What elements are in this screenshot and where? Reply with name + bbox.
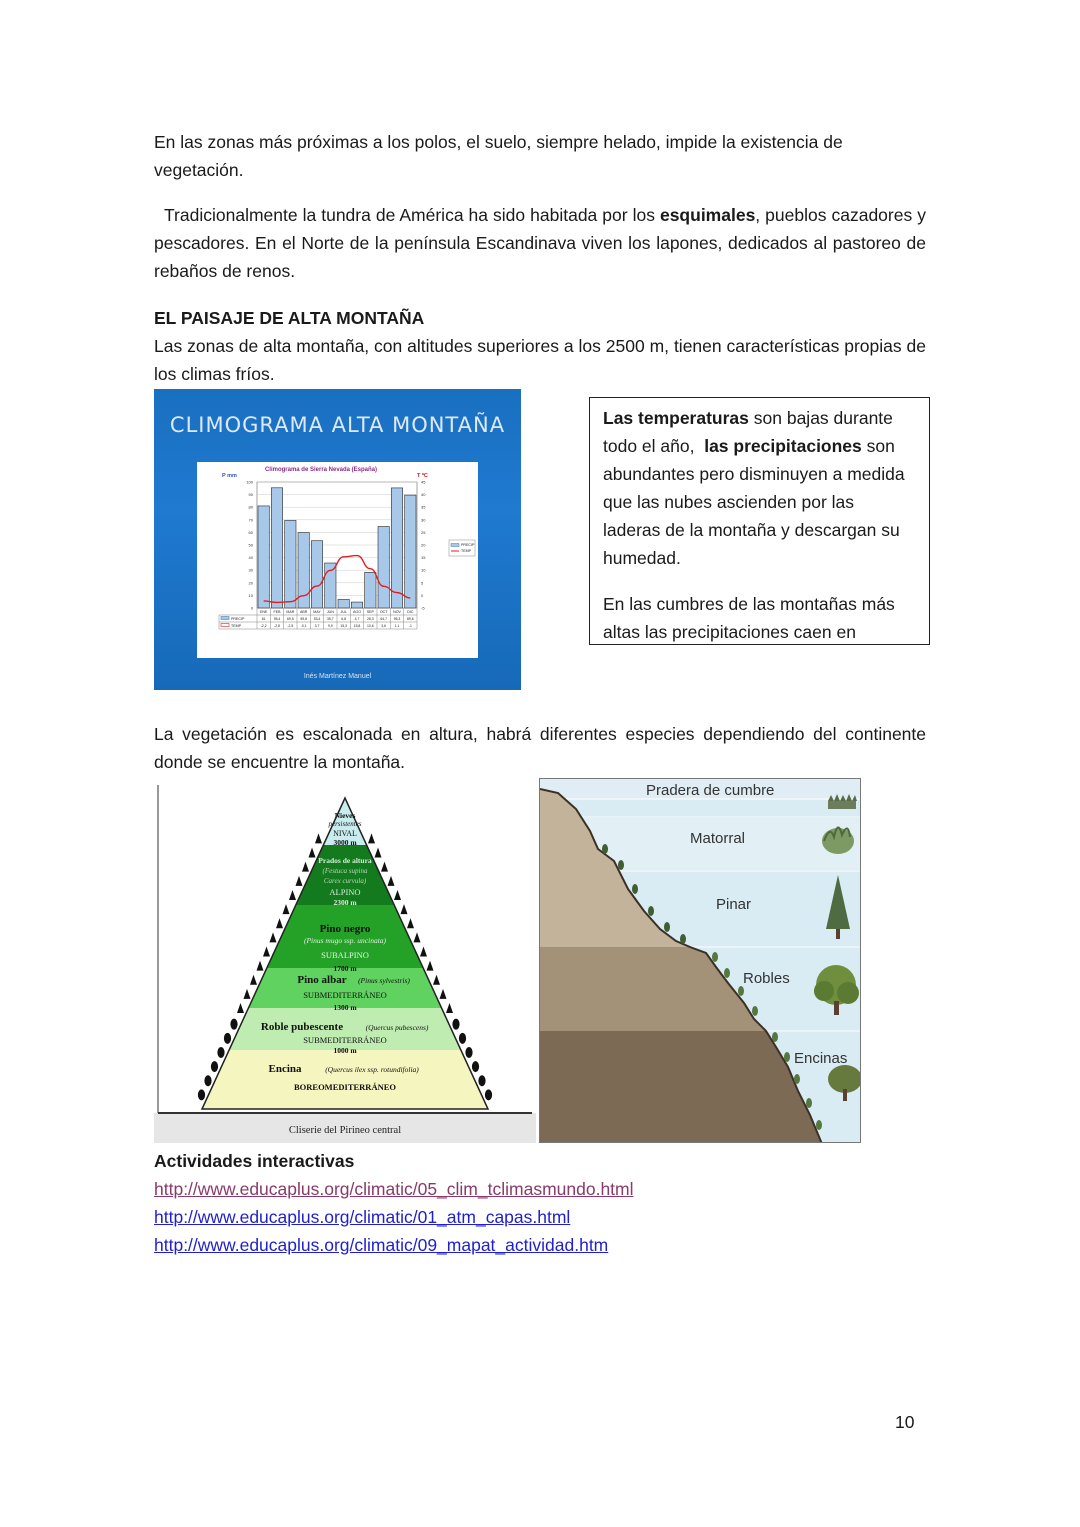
tree-icon (198, 1089, 205, 1100)
data-label: -0,1 (300, 624, 307, 628)
precip-bar (351, 602, 362, 608)
y-tick-label: 70 (248, 517, 253, 523)
level-nival-l2: NIVAL (333, 829, 357, 838)
level-alpino-name: Prados de altura (318, 856, 372, 865)
paragraph-tundra (154, 201, 926, 285)
level-alpino-alt: 2300 m (333, 898, 357, 907)
y2-tick-label: -5 (421, 605, 425, 611)
data-label: 10,6 (367, 624, 374, 628)
climogram-svg (197, 462, 478, 658)
textbox-paragraph-2: En las cumbres de las montañas más altas las precipitaciones caen en (603, 594, 895, 642)
level-subalpino-name: Pino negro (319, 923, 371, 935)
x-tick-label: ENE (259, 610, 268, 614)
activity-link-3[interactable]: http://www.educaplus.org/climatic/09_mapat_actividad.htm (154, 1235, 609, 1255)
level-roble-l2: SUBMEDITERRÁNEO (303, 1035, 387, 1045)
table-row-label: PRECIP (231, 617, 245, 621)
y2-tick-label: 30 (421, 517, 426, 523)
slope-tree-icon (784, 1052, 790, 1062)
level-subalpino-l2: SUBALPINO (321, 950, 369, 960)
y2-tick-label: 35 (421, 504, 426, 510)
y2-tick-label: 25 (421, 529, 426, 535)
table-legend-swatch (221, 624, 229, 627)
y-tick-label: 80 (248, 504, 253, 510)
legend-label: TEMP (461, 549, 471, 553)
x-tick-label: NOV (393, 610, 401, 614)
climogram-slide (154, 389, 521, 690)
slope-tree-icon (680, 934, 686, 944)
activity-link-1[interactable]: http://www.educaplus.org/climatic/05_clim_tclimasmundo.html (154, 1179, 634, 1199)
precip-bar (405, 495, 416, 608)
activities-heading: Actividades interactivas (154, 1151, 355, 1171)
chart-ylabel: P mm (222, 473, 237, 479)
vegetation-profile (539, 778, 861, 1143)
x-tick-label: DIC (407, 610, 414, 614)
data-label: -2,5 (287, 624, 294, 628)
x-tick-label: SEP (366, 610, 374, 614)
page-number: 10 (895, 1412, 915, 1432)
slope-tree-icon (752, 1006, 758, 1016)
precip-bar (285, 520, 296, 608)
slope-tree-icon (738, 986, 744, 996)
x-tick-label: MAR (286, 610, 295, 614)
level-pinoalbar-l2: SUBMEDITERRÁNEO (303, 990, 387, 1000)
tree-icon (485, 1089, 492, 1100)
profile-label-matorral: Matorral (690, 830, 746, 847)
data-label: 89,6 (407, 617, 414, 621)
x-tick-label: FEB (273, 610, 281, 614)
climate-textbox (589, 397, 930, 645)
data-label: 59,8 (300, 617, 307, 621)
slope-tree-icon (816, 1120, 822, 1130)
tree-icon (465, 1047, 472, 1058)
y-tick-label: 40 (248, 555, 253, 561)
x-tick-label: AGO (353, 610, 361, 614)
level-pinoalbar-alt: 1300 m (333, 1003, 357, 1012)
precip-bar (258, 506, 269, 608)
section-heading: EL PAISAJE DE ALTA MONTAÑA (154, 308, 425, 328)
data-label: 64,7 (380, 617, 387, 621)
y2-tick-label: 20 (421, 542, 426, 548)
tree-icon (478, 1075, 485, 1086)
climogram-chart (197, 462, 478, 658)
textbox-bold-precipitaciones: las precipitaciones (704, 436, 862, 456)
data-label: 69,5 (287, 617, 294, 621)
level-roble-alt: 1000 m (333, 1046, 357, 1055)
textbox-paragraph-1 (603, 404, 916, 572)
precip-bar (391, 488, 402, 608)
level-pinoalbar-name: Pino albar (297, 974, 347, 986)
slope-tree-icon (724, 968, 730, 978)
level-encina-name: Encina (268, 1063, 302, 1075)
slope-tree-icon (772, 1032, 778, 1042)
x-tick-label: ABR (299, 610, 308, 614)
slope-tree-icon (664, 922, 670, 932)
data-label: 95,3 (393, 617, 401, 621)
tree-icon (452, 1019, 459, 1030)
pyramid-svg (154, 781, 536, 1143)
cliserie-pyramid (154, 781, 536, 1143)
level-alpino-l3: ALPINO (329, 887, 361, 897)
textbox-text-2: son abundantes pero disminuyen a medida que las nubes ascienden por las laderas de la montaña y descargan su humedad. (603, 436, 905, 568)
y2-tick-label: 40 (421, 492, 426, 498)
profile-label-encinas: Encinas (794, 1050, 848, 1067)
textbox-bold-temperaturas: Las temperaturas (603, 408, 749, 428)
x-tick-label: OCT (379, 610, 388, 614)
paragraph-tundra-start: Tradicionalmente la tundra de América ha sido habitada por los (154, 205, 660, 225)
tree-icon (459, 1033, 466, 1044)
level-subalpino-l1: (Pinus mugo ssp. uncinata) (303, 936, 387, 945)
data-label: 53,4 (313, 617, 321, 621)
profile-svg (540, 779, 861, 1143)
pyramid-caption: Cliserie del Pirineo central (288, 1125, 402, 1136)
y-tick-label: 10 (248, 592, 253, 598)
level-encina-l1: (Quercus ilex ssp. rotundifolia) (325, 1065, 419, 1074)
x-tick-label: JUN (326, 610, 334, 614)
data-label: 95,4 (273, 617, 281, 621)
level-nival-name: Nieves (334, 811, 356, 820)
data-label: 28,3 (367, 617, 374, 621)
level-encina-l2: BOREOMEDITERRÁNEO (293, 1082, 397, 1092)
x-tick-label: MAY (313, 610, 321, 614)
data-label: -2,2 (260, 624, 267, 628)
tree-icon (204, 1075, 211, 1086)
tree-icon (230, 1019, 237, 1030)
paragraph-alta-montana: Las zonas de alta montaña, con altitudes superiores a los 2500 m, tienen características propias de los climas fríos. (154, 336, 926, 384)
profile-label-pradera: Pradera de cumbre (646, 782, 775, 799)
slope-tree-icon (602, 844, 608, 854)
level-nival-alt: 3000 m (333, 838, 357, 847)
precip-bar (311, 541, 322, 608)
slide-author: Inés Martínez Manuel (303, 673, 372, 680)
activity-link-2[interactable]: http://www.educaplus.org/climatic/01_atm_capas.html (154, 1207, 571, 1227)
precip-bar (338, 599, 349, 608)
y2-tick-label: 45 (421, 479, 426, 485)
level-subalpino-alt: 1700 m (333, 964, 357, 973)
level-nival-l1: persistentes (328, 820, 362, 828)
y-tick-label: 90 (248, 492, 253, 498)
table-legend-swatch (221, 617, 229, 620)
y-tick-label: 100 (246, 479, 253, 485)
data-label: 1,1 (394, 624, 400, 628)
data-label: 4,7 (354, 617, 360, 621)
data-label: 3,7 (314, 624, 320, 628)
slope-tree-icon (806, 1098, 812, 1108)
paragraph-polos: En las zonas más próximas a los polos, el suelo, siempre helado, impide la existencia de vegetación. (154, 132, 843, 180)
y2-tick-label: 10 (421, 567, 426, 573)
profile-label-pinar: Pinar (716, 896, 752, 913)
tree-icon (217, 1047, 224, 1058)
tree-icon (472, 1061, 479, 1072)
y-tick-label: 50 (248, 542, 253, 548)
data-label: 15,3 (340, 624, 347, 628)
data-label: 15,8 (353, 624, 361, 628)
data-label: 6,8 (341, 617, 347, 621)
precip-bar (365, 572, 376, 608)
legend-swatch-precip (451, 544, 459, 547)
paragraph-tundra-end: , pueblos cazadores y pescadores. En el Norte de la península Escandinava viven los lapones, dedicados al pastoreo de rebaños de renos. (154, 205, 926, 281)
profile-label-robles: Robles (743, 970, 790, 987)
precip-bar (378, 526, 389, 608)
slope-tree-icon (712, 952, 718, 962)
y2-tick-label: 0 (421, 592, 424, 598)
y-tick-label: 20 (248, 580, 253, 586)
table-row-label: TEMP (231, 624, 241, 628)
slope-tree-icon (648, 906, 654, 916)
data-label: 9,9 (327, 624, 333, 628)
level-alpino-l2: Carex curvula) (323, 877, 367, 885)
level-alpino-l1: (Festuca supina (322, 867, 368, 875)
slide-title: CLIMOGRAMA ALTA MONTAÑA (169, 413, 506, 437)
level-pinoalbar-l1: (Pinus sylvestris) (358, 976, 410, 985)
data-label: 3,6 (381, 624, 387, 628)
y-tick-label: 0 (250, 605, 253, 611)
slope-tree-icon (632, 884, 638, 894)
y2-tick-label: 5 (421, 580, 424, 586)
slope-tree-icon (618, 860, 624, 870)
chart-title: Climograma de Sierra Nevada (España) (264, 467, 378, 473)
paragraph-vegetacion: La vegetación es escalonada en altura, habrá diferentes especies dependiendo del continente donde se encuentre la montaña. (154, 724, 926, 772)
y-tick-label: 60 (248, 529, 253, 535)
data-label: 35,7 (327, 617, 334, 621)
precip-bar (271, 488, 282, 608)
y2-tick-label: 15 (421, 555, 426, 561)
textbox-text-1: son bajas durante todo el año, (603, 408, 898, 456)
chart-y2label: T ºC (417, 473, 428, 479)
data-label: -1 (408, 624, 412, 628)
y-tick-label: 30 (248, 567, 253, 573)
tree-icon (211, 1061, 218, 1072)
data-label: 81 (261, 617, 266, 621)
x-tick-label: JUL (340, 610, 347, 614)
tree-icon (224, 1033, 231, 1044)
level-roble-name: Roble pubescente (260, 1021, 344, 1033)
data-label: -2,8 (274, 624, 280, 628)
legend-label: PRECIP (461, 543, 475, 547)
paragraph-tundra-bold: esquimales (659, 205, 756, 225)
level-roble-l1: (Quercus pubescens) (365, 1023, 429, 1032)
slope-tree-icon (794, 1074, 800, 1084)
